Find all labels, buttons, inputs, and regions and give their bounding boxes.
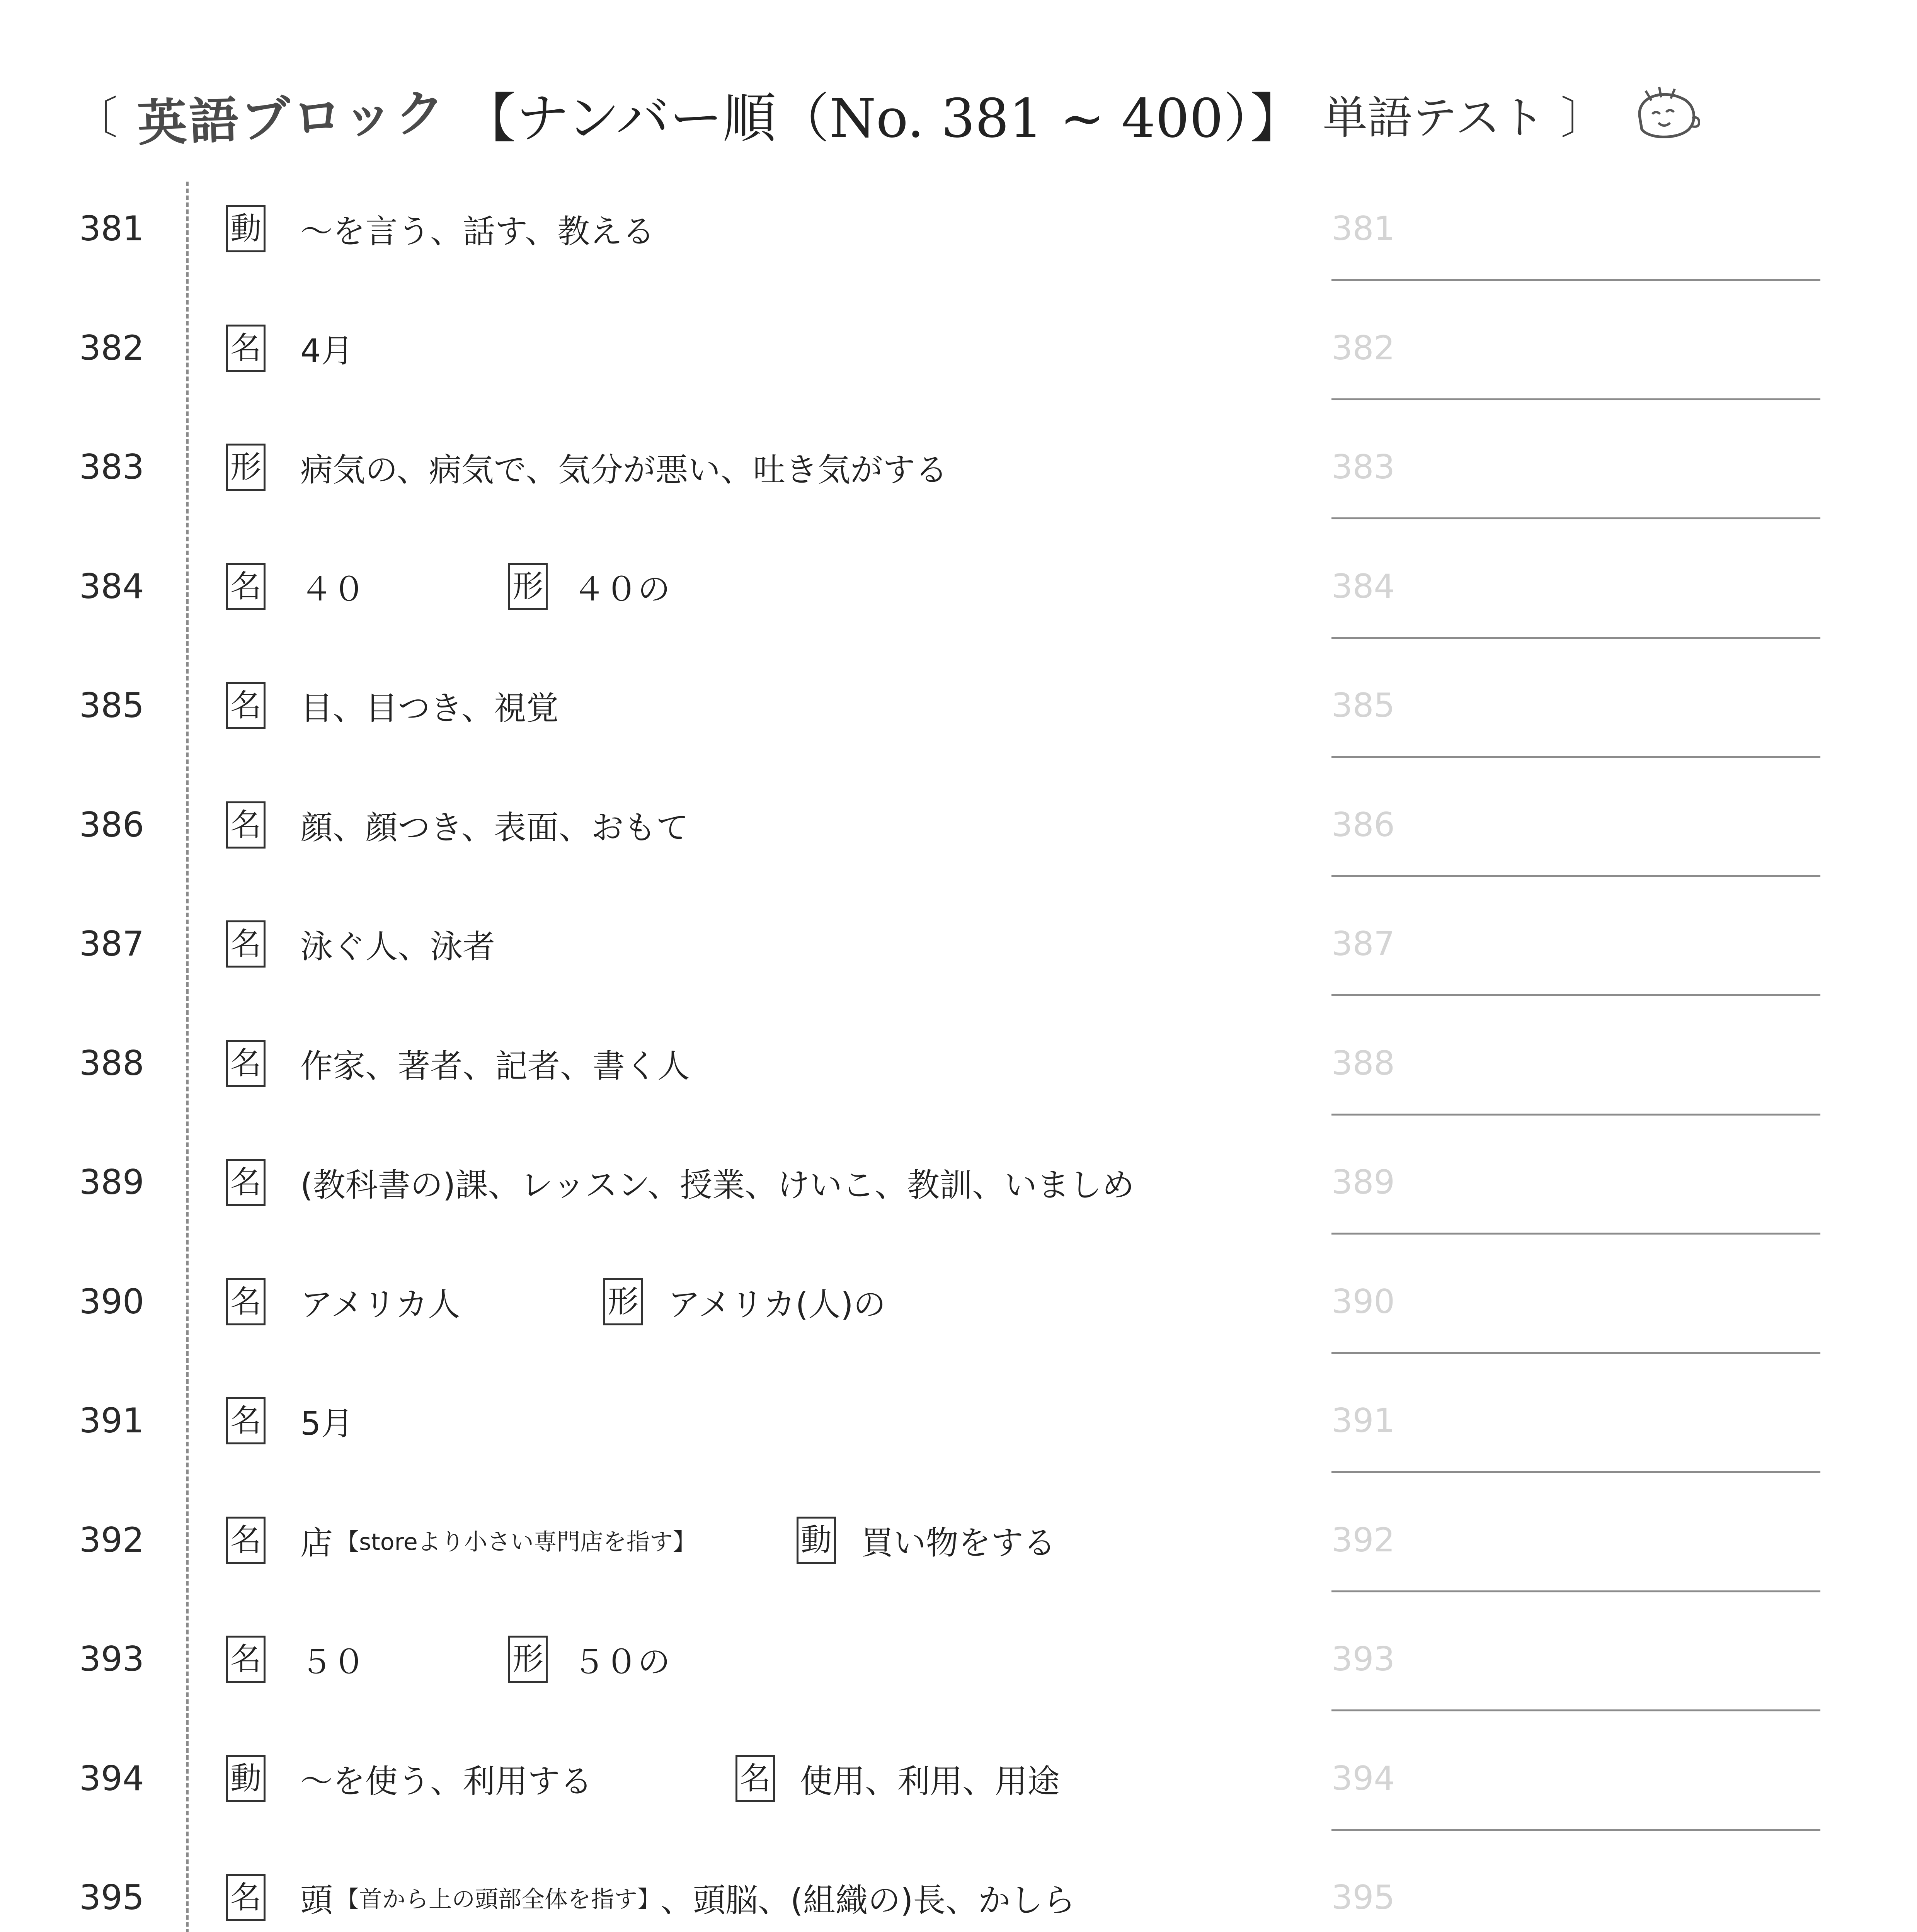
answer-number-hint: 392	[1331, 1521, 1395, 1560]
answer-number-hint: 385	[1331, 686, 1395, 725]
word-number: 386	[79, 805, 144, 845]
answer-number-hint: 391	[1331, 1401, 1395, 1440]
part-of-speech-badge-2: 形	[508, 563, 548, 610]
answer-number-hint: 383	[1331, 448, 1395, 486]
answer-line[interactable]	[1331, 1114, 1820, 1116]
definition-text: アメリカ人	[300, 1285, 461, 1323]
definition-text-2: アメリカ(人)の	[668, 1285, 886, 1323]
definition-text: 5月	[300, 1404, 354, 1442]
part-of-speech-badge: 名	[226, 1397, 266, 1444]
definition-text: 頭	[300, 1881, 333, 1919]
part-of-speech-badge: 動	[226, 205, 266, 252]
answer-line[interactable]	[1331, 994, 1820, 996]
part-of-speech-badge-2: 名	[735, 1755, 775, 1802]
word-number: 381	[79, 209, 144, 248]
table-row	[0, 1394, 1917, 1471]
definition	[226, 560, 1270, 614]
answer-line[interactable]	[1331, 1829, 1820, 1831]
definition-text: 泳ぐ人、泳者	[300, 927, 495, 966]
answer-number-hint: 387	[1331, 925, 1395, 963]
answer-number-hint: 386	[1331, 806, 1395, 844]
definition	[226, 321, 1270, 375]
definition	[226, 1513, 1270, 1567]
table-row	[0, 1871, 1917, 1932]
answer-number-hint: 393	[1331, 1640, 1395, 1679]
brand-logo: 英語ブロック	[136, 84, 448, 153]
table-row	[0, 321, 1917, 398]
definition-text-tail: 、頭脳、(組織の)長、かしら	[661, 1881, 1076, 1919]
page-header	[73, 81, 1774, 153]
table-row	[0, 1155, 1917, 1233]
definition-text: ～を言う、話す、教える	[300, 212, 655, 250]
word-number: 385	[79, 685, 144, 725]
definition-text-2: 使用、利用、用途	[800, 1762, 1060, 1800]
part-of-speech-badge: 名	[226, 1040, 266, 1087]
part-of-speech-badge: 動	[226, 1755, 266, 1802]
answer-line[interactable]	[1331, 1709, 1820, 1711]
word-number: 387	[79, 924, 144, 964]
definition-text-2: ５０の	[573, 1643, 671, 1681]
definition-text: 顔、顔つき、表面、おもて	[300, 808, 689, 847]
word-number: 390	[79, 1282, 144, 1321]
face-icon	[1628, 81, 1702, 147]
answer-line[interactable]	[1331, 875, 1820, 877]
table-row	[0, 679, 1917, 756]
definition	[226, 1036, 1270, 1090]
word-number: 394	[79, 1759, 144, 1798]
word-number: 383	[79, 447, 144, 487]
part-of-speech-badge: 名	[226, 1278, 266, 1325]
word-number: 389	[79, 1162, 144, 1202]
part-of-speech-badge-2: 形	[508, 1636, 548, 1683]
answer-line[interactable]	[1331, 1352, 1820, 1354]
answer-number-hint: 381	[1331, 209, 1395, 248]
definition-text: 病気の、病気で、気分が悪い、吐き気がする	[300, 451, 948, 489]
word-number: 391	[79, 1401, 144, 1440]
word-number: 382	[79, 328, 144, 368]
header-bracket-open: 〔	[73, 92, 118, 144]
definition-text: ４０	[300, 570, 366, 608]
table-row	[0, 440, 1917, 517]
definition	[226, 1632, 1270, 1686]
part-of-speech-badge: 名	[226, 325, 266, 372]
part-of-speech-badge: 名	[226, 801, 266, 849]
definition	[226, 1752, 1270, 1806]
definition	[226, 1871, 1270, 1925]
part-of-speech-badge: 名	[226, 1874, 266, 1921]
answer-number-hint: 389	[1331, 1163, 1395, 1202]
page-title: 【ナンバー順（No. 381 ~ 400）】	[462, 87, 1304, 150]
part-of-speech-badge: 名	[226, 682, 266, 729]
word-number: 395	[79, 1878, 144, 1917]
part-of-speech-badge: 形	[226, 444, 266, 491]
definition	[226, 679, 1270, 733]
word-number: 388	[79, 1043, 144, 1083]
table-row	[0, 1513, 1917, 1590]
answer-number-hint: 395	[1331, 1878, 1395, 1917]
answer-line[interactable]	[1331, 517, 1820, 519]
answer-number-hint: 394	[1331, 1759, 1395, 1798]
definition	[226, 202, 1270, 256]
definition-note: 【首から上の頭部全体を指す】	[336, 1886, 661, 1913]
definition-text-2: ４０の	[573, 570, 671, 608]
part-of-speech-badge: 名	[226, 563, 266, 610]
definition	[226, 1275, 1270, 1329]
definition-text: ５０	[300, 1643, 366, 1681]
definition-text: 店	[300, 1524, 333, 1562]
part-of-speech-badge-2: 動	[797, 1517, 836, 1564]
word-number: 393	[79, 1639, 144, 1679]
word-number: 384	[79, 566, 144, 606]
definition	[226, 798, 1270, 852]
definition-text: 4月	[300, 332, 354, 370]
table-row	[0, 1275, 1917, 1352]
answer-number-hint: 388	[1331, 1044, 1395, 1083]
word-number: 392	[79, 1520, 144, 1560]
answer-line[interactable]	[1331, 756, 1820, 758]
table-row	[0, 917, 1917, 994]
answer-number-hint: 382	[1331, 329, 1395, 367]
table-row	[0, 560, 1917, 637]
answer-number-hint: 390	[1331, 1282, 1395, 1321]
definition-note: 【storeより小さい専門店を指す】	[336, 1529, 696, 1556]
table-row	[0, 1036, 1917, 1114]
definition-text: 作家、著者、記者、書く人	[300, 1047, 690, 1085]
answer-line[interactable]	[1331, 398, 1820, 400]
definition	[226, 440, 1270, 494]
definition-text: (教科書の)課、レッスン、授業、けいこ、教訓、いましめ	[300, 1166, 1134, 1204]
answer-line[interactable]	[1331, 279, 1820, 281]
part-of-speech-badge-2: 形	[603, 1278, 643, 1325]
answer-line[interactable]	[1331, 1471, 1820, 1473]
header-bracket-close: 〕	[1560, 92, 1605, 144]
part-of-speech-badge: 名	[226, 1159, 266, 1206]
page-subtitle: 単語テスト	[1323, 92, 1545, 144]
table-row	[0, 798, 1917, 875]
answer-line[interactable]	[1331, 1233, 1820, 1235]
definition	[226, 1155, 1270, 1209]
answer-line[interactable]	[1331, 637, 1820, 639]
definition-text-2: 買い物をする	[861, 1524, 1056, 1562]
table-row	[0, 1632, 1917, 1709]
definition-text: 目、目つき、視覚	[300, 689, 559, 727]
definition	[226, 1394, 1270, 1448]
part-of-speech-badge: 名	[226, 1517, 266, 1564]
table-row	[0, 202, 1917, 279]
answer-number-hint: 384	[1331, 567, 1395, 606]
answer-line[interactable]	[1331, 1590, 1820, 1592]
definition-text: ～を使う、利用する	[300, 1762, 593, 1800]
part-of-speech-badge: 名	[226, 920, 266, 968]
part-of-speech-badge: 名	[226, 1636, 266, 1683]
definition	[226, 917, 1270, 971]
table-row	[0, 1752, 1917, 1829]
